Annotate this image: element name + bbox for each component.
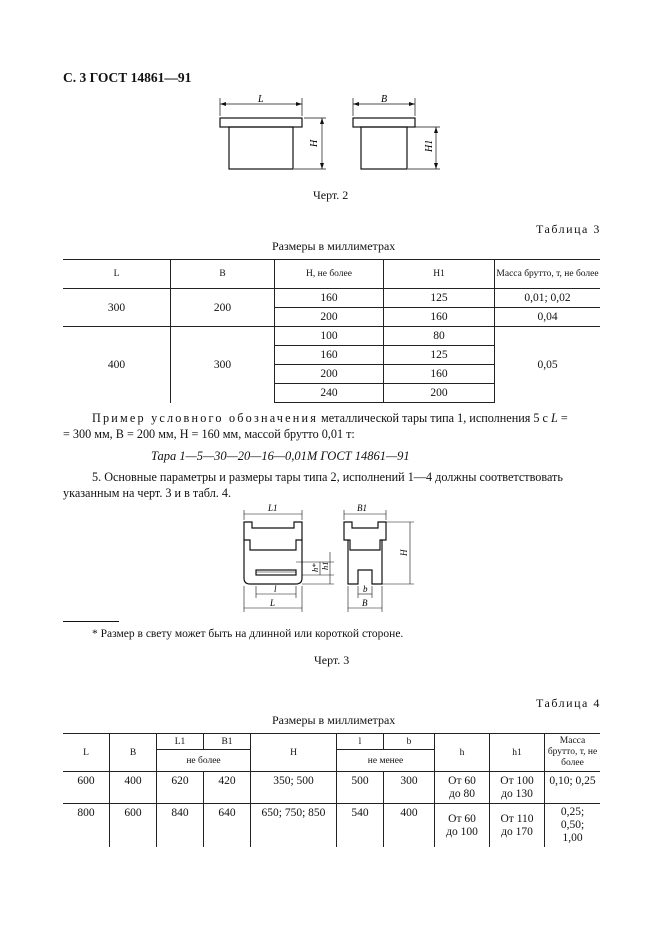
table-cell: l	[337, 734, 384, 750]
footnote-rule	[63, 621, 119, 622]
table-cell: Масса брутто, т, не более	[545, 734, 601, 772]
table-cell: не менее	[337, 750, 435, 772]
table-cell: 500	[337, 772, 384, 804]
dim-H1: H1	[424, 139, 435, 152]
dimension-label: L	[270, 598, 276, 608]
table-cell: 200	[275, 308, 384, 327]
figure-2	[200, 92, 460, 182]
table-cell: 300	[384, 772, 435, 804]
table-cell: L1	[157, 734, 204, 750]
example-designation: Тара 1—5—30—20—16—0,01М ГОСТ 14861—91	[151, 449, 410, 463]
dimension-label: h*	[310, 563, 320, 572]
figure-2-caption: Черт. 2	[313, 188, 349, 202]
table-4	[63, 733, 600, 847]
table-cell: 200	[171, 289, 275, 327]
table-cell: h	[435, 734, 490, 772]
dimension-label: l	[274, 584, 277, 594]
table-cell: 400	[63, 327, 171, 403]
dimension-label: b	[363, 584, 368, 594]
table-cell: 100	[275, 327, 384, 346]
table-cell: 840	[157, 804, 204, 848]
table-row	[63, 804, 600, 848]
table-3-title: Таблица 3	[536, 222, 601, 236]
table-4-subtitle: Размеры в миллиметрах	[272, 713, 396, 727]
table-cell: 640	[204, 804, 251, 848]
table-cell: 0,25; 0,50; 1,00	[545, 804, 601, 848]
table-cell: От 110 до 170	[490, 804, 545, 848]
footnote: * Размер в свету может быть на длинной или короткой стороне.	[92, 628, 404, 640]
dimension-label: H	[399, 549, 409, 556]
table-cell: 420	[204, 772, 251, 804]
table-cell: 240	[275, 384, 384, 403]
col-H: H, не более	[275, 260, 384, 289]
dimension-label: h1	[320, 561, 330, 570]
table-cell: 160	[275, 346, 384, 365]
table-cell: 350; 500	[251, 772, 337, 804]
figure-3	[230, 500, 430, 618]
table-row	[63, 772, 600, 804]
table-cell: 200	[384, 384, 495, 403]
col-H1: H1	[384, 260, 495, 289]
col-B: B	[171, 260, 275, 289]
table-cell: От 60 до 80	[435, 772, 490, 804]
table-cell: 0,05	[495, 327, 601, 403]
table-cell: B	[110, 734, 157, 772]
table-cell: 800	[63, 804, 110, 848]
table-cell: 400	[384, 804, 435, 848]
table-cell: b	[384, 734, 435, 750]
table-cell: 125	[384, 346, 495, 365]
table-cell: 540	[337, 804, 384, 848]
table-3-subtitle: Размеры в миллиметрах	[272, 239, 396, 253]
table-cell: 0,10; 0,25	[545, 772, 601, 804]
table-cell: не более	[157, 750, 251, 772]
figure-3-caption: Черт. 3	[314, 653, 350, 667]
table-cell: 0,04	[495, 308, 601, 327]
dim-H: H	[309, 139, 320, 147]
dimension-label: B1	[357, 503, 367, 513]
table-cell: 80	[384, 327, 495, 346]
table-cell: 620	[157, 772, 204, 804]
dimension-label: B	[362, 598, 368, 608]
table-cell: От 100 до 130	[490, 772, 545, 804]
table-cell: От 60 до 100	[435, 804, 490, 848]
table-cell: 200	[275, 365, 384, 384]
para5-line-1: 5. Основные параметры и размеры тары типа 2, исполнений 1—4 должны соответствовать	[92, 470, 563, 484]
col-L: L	[63, 260, 171, 289]
table-cell: 650; 750; 850	[251, 804, 337, 848]
table-cell: 600	[110, 804, 157, 848]
table-cell: h1	[490, 734, 545, 772]
table-3	[63, 259, 600, 403]
table-cell: H	[251, 734, 337, 772]
table-cell: 160	[275, 289, 384, 308]
dim-B: B	[381, 94, 388, 105]
table-cell: 0,01; 0,02	[495, 289, 601, 308]
dim-L: L	[258, 94, 264, 105]
dimension-label: L1	[268, 503, 278, 513]
table-cell: 300	[171, 327, 275, 403]
table-cell: L	[63, 734, 110, 772]
table-cell: 400	[110, 772, 157, 804]
para5-line-2: указанным на черт. 3 и в табл. 4.	[63, 486, 232, 500]
table-cell: 300	[63, 289, 171, 327]
col-mass: Масса брутто, т, не более	[495, 260, 601, 289]
table-cell: 125	[384, 289, 495, 308]
table-cell: 160	[384, 365, 495, 384]
table-cell: 600	[63, 772, 110, 804]
example-line-2: = 300 мм, B = 200 мм, H = 160 мм, массой брутто 0,01 т:	[63, 427, 355, 441]
page-header: С. 3 ГОСТ 14861—91	[63, 70, 192, 85]
table-row	[63, 289, 600, 308]
table-cell: 160	[384, 308, 495, 327]
table-4-title: Таблица 4	[536, 696, 601, 710]
example-line-1: Пример условного обозначения металлической тары типа 1, исполнения 5 с L =	[92, 411, 568, 425]
table-cell: B1	[204, 734, 251, 750]
table-row	[63, 327, 600, 346]
